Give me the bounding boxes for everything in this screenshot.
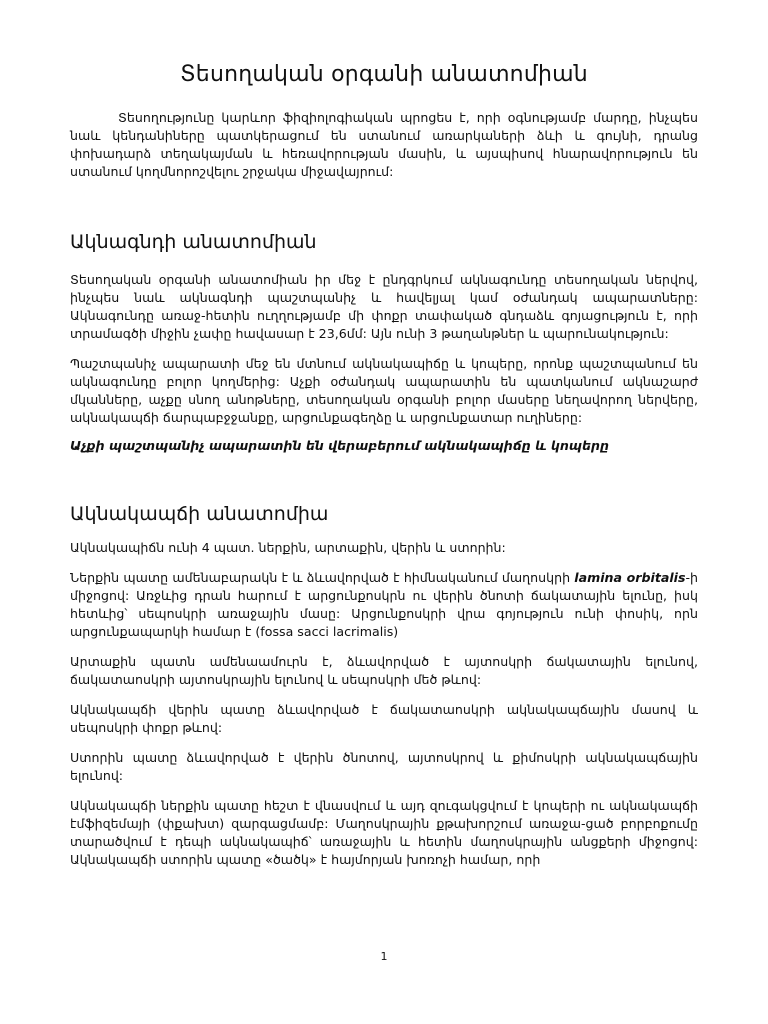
paragraph-lower-wall: Ստորին պատը ձևավորված է վերին ծնոտով, այտոսկրով և քիմոսկրի ակնակապճային ելունով: xyxy=(70,750,698,783)
italic-bold-statement: Աչքի պաշտպանիչ ապարատին են վերաբերում ակնակապիճը և կոպերը xyxy=(70,438,609,453)
document-title: Տեսողական օրգանի անատոմիան xyxy=(180,62,588,87)
section-heading-eyeball: Ակնագնդի անատոմիան xyxy=(70,231,317,253)
section-heading-orbit: Ակնակապճի անատոմիա xyxy=(70,503,329,525)
paragraph-protective-apparatus: Պաշտպանիչ ապարատի մեջ են մտնում ակնակապիճը և կոպերը, որոնք պաշտպանում են ակնագունդը բոլոր կողմերից: Աչքի օժանդակ ապարատին են պատկանում ակնաշարժ մկանները, աչքը սնող անոթները, տեսողական օրգանի բոլոր մասերը նեղավորող ներվերը, ակնակապճի ճարպաբջջանքը, արցունքագեղձը և արցունքատար ուղիները: xyxy=(70,356,698,425)
paragraph-outer-wall: Արտաքին պատն ամենաամուրն է, ձևավորված է այտոսկրի ճակատային ելունով, ճակատաոսկրի այտոսկրային ելունով և սեպոսկրի մեծ թևով: xyxy=(70,654,698,687)
inner-wall-text-start: Ներքին պատը ամենաբարակն է և ձևավորված է հիմնականում մաղոսկրի xyxy=(70,570,575,585)
paragraph-inner-wall-injury: Ակնակապճի ներքին պատը հեշտ է վնասվում և այդ զուգակցվում է կոպերի ու ակնակապճի էմֆիզեմայի (փքախտ) զարգացմամբ: Մաղոսկրային քթախորշում առաջա-ցած բորբոքումը տարածվում է դեպի ակնակապիճ՝ առաջային և հետին մաղոսկրային անցքերի միջոցով: Ակնակապճի ստորին պատը «ծածկ» է հայմորյան խոռոչի համար, որի xyxy=(70,798,698,867)
paragraph-upper-wall: Ակնակապճի վերին պատը ձևավորված է ճակատաոսկրի ակնակապճային մասով և սեպոսկրի փոքր թևով: xyxy=(70,702,698,735)
paragraph-eyeball-anatomy: Տեսողական օրգանի անատոմիան իր մեջ է ընդգրկում ակնագունդը տեսողական ներվով, ինչպես նաև ակնագնդի պաշտպանիչ և հավելյալ կամ օժանդակ ապարատները: Ակնագունդը առաջ-հետին ուղղությամբ մի փոքր տափակած գնդաձև գոյացություն է, որի տրամագծի միջին չափը հավասար է 23,6մմ: Այն ունի 3 թաղանթներ և պարունակություն: xyxy=(70,272,698,341)
latin-term: lamina orbitalis xyxy=(574,570,686,585)
paragraph-orbit-walls: Ակնակապիճն ունի 4 պատ. ներքին, արտաքին, վերին և ստորին: xyxy=(70,540,506,555)
inner-wall-text-end: -ի միջոցով: Առջևից դրան հարում է արցունքոսկրն ու վերին ծնոտի ճակատային ելունը, իսկ հետևից՝ սեպոսկրի առաջային մասը: Արցունքոսկրի վրա գոյություն ունի փոսիկ, որն արցունքապարկի համար է (fossa sacci lacrimalis) xyxy=(70,570,699,639)
intro-paragraph: Տեսողությունը կարևոր ֆիզիոլոգիական պրոցես է, որի օգնությամբ մարդը, ինչպես նաև կենդանիները պատկերացում են ստանում առարկաների ձևի և գույնի, դրանց փոխադարձ տեղակայման և հեռավորության մասին, և այսպիսով հնարավորություն են ստանում կողմնորոշվելու շրջակա միջավայրում: xyxy=(70,110,698,179)
paragraph-inner-wall xyxy=(70,569,698,641)
page-number: 1 xyxy=(380,950,388,963)
